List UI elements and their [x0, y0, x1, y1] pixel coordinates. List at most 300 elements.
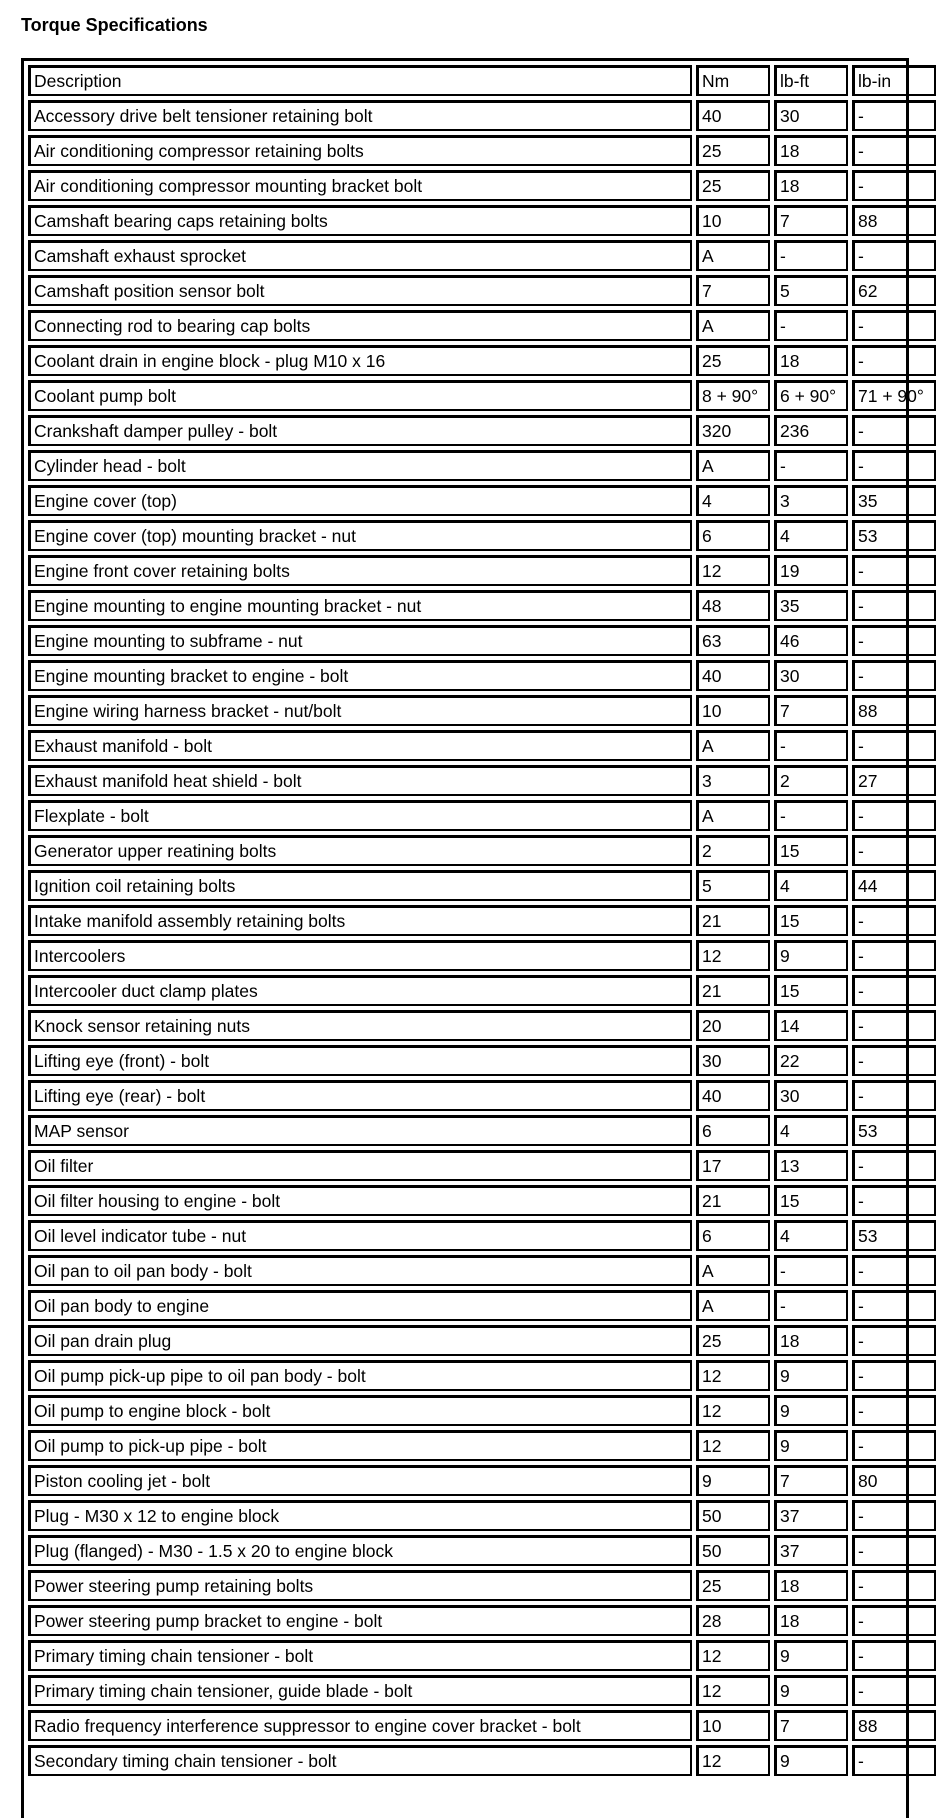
cell-nm: 10: [696, 695, 770, 726]
cell-lb-ft-container: [774, 1115, 852, 1150]
cell-lb-in-container: [852, 415, 940, 450]
cell-lb-ft: -: [774, 800, 848, 831]
cell-lb-ft: 4: [774, 870, 848, 901]
cell-nm: 28: [696, 1605, 770, 1636]
table-row: [28, 1325, 940, 1360]
cell-lb-in-container: [852, 730, 940, 765]
cell-description-container: [28, 1430, 696, 1465]
table-row: [28, 1640, 940, 1675]
cell-description-container: [28, 1675, 696, 1710]
cell-nm: 25: [696, 1325, 770, 1356]
cell-description: Oil pump to pick-up pipe - bolt: [28, 1430, 692, 1461]
cell-nm: 12: [696, 1745, 770, 1776]
table-row: [28, 870, 940, 905]
cell-nm-container: [696, 1500, 774, 1535]
cell-lb-in-container: [852, 590, 940, 625]
cell-lb-ft: 2: [774, 765, 848, 796]
cell-description: Plug - M30 x 12 to engine block: [28, 1500, 692, 1531]
cell-description: Oil level indicator tube - nut: [28, 1220, 692, 1251]
cell-lb-ft: 30: [774, 660, 848, 691]
header-lb-in: [852, 65, 940, 100]
cell-lb-in: -: [852, 1640, 936, 1671]
table-row: [28, 450, 940, 485]
cell-description: Engine wiring harness bracket - nut/bolt: [28, 695, 692, 726]
cell-lb-ft: -: [774, 310, 848, 341]
cell-lb-in: 53: [852, 1115, 936, 1146]
cell-nm: 12: [696, 555, 770, 586]
cell-lb-ft: 15: [774, 905, 848, 936]
cell-lb-ft-container: [774, 1080, 852, 1115]
cell-description-container: [28, 1080, 696, 1115]
cell-lb-in-container: [852, 135, 940, 170]
table-row: [28, 590, 940, 625]
cell-lb-in-container: [852, 205, 940, 240]
table-row: [28, 1675, 940, 1710]
cell-nm-container: [696, 1605, 774, 1640]
cell-lb-ft: 35: [774, 590, 848, 621]
cell-lb-ft-container: [774, 1150, 852, 1185]
cell-lb-ft-container: [774, 1710, 852, 1745]
cell-lb-in-container: [852, 345, 940, 380]
cell-lb-in: -: [852, 1605, 936, 1636]
cell-lb-ft: 9: [774, 1675, 848, 1706]
table-row: [28, 1220, 940, 1255]
cell-description-container: [28, 765, 696, 800]
cell-lb-ft-container: [774, 800, 852, 835]
cell-description: Engine front cover retaining bolts: [28, 555, 692, 586]
cell-lb-ft: 18: [774, 135, 848, 166]
cell-nm: 8 + 90°: [696, 380, 770, 411]
cell-description: Exhaust manifold heat shield - bolt: [28, 765, 692, 796]
cell-lb-ft: 7: [774, 205, 848, 236]
cell-lb-ft-container: [774, 905, 852, 940]
cell-nm: 21: [696, 905, 770, 936]
cell-nm: 25: [696, 170, 770, 201]
table-row: [28, 205, 940, 240]
cell-description: Oil pump pick-up pipe to oil pan body - bolt: [28, 1360, 692, 1391]
cell-nm: 21: [696, 1185, 770, 1216]
table-row: [28, 625, 940, 660]
cell-description-container: [28, 1570, 696, 1605]
cell-lb-in: -: [852, 1255, 936, 1286]
cell-lb-ft: 7: [774, 1465, 848, 1496]
cell-lb-ft-container: [774, 1010, 852, 1045]
cell-nm: 4: [696, 485, 770, 516]
cell-lb-in: 53: [852, 1220, 936, 1251]
cell-nm: A: [696, 310, 770, 341]
cell-lb-in: -: [852, 1745, 936, 1776]
cell-lb-in: -: [852, 590, 936, 621]
cell-lb-in-container: [852, 275, 940, 310]
header-description: [28, 65, 696, 100]
cell-description-container: [28, 1010, 696, 1045]
cell-lb-in: -: [852, 1360, 936, 1391]
cell-lb-ft: 18: [774, 1605, 848, 1636]
table-row: [28, 1010, 940, 1045]
cell-lb-in: -: [852, 940, 936, 971]
cell-description: Engine mounting to engine mounting bracket - nut: [28, 590, 692, 621]
cell-nm: 5: [696, 870, 770, 901]
cell-nm-container: [696, 940, 774, 975]
cell-lb-in: -: [852, 1010, 936, 1041]
table-row: [28, 275, 940, 310]
cell-lb-ft-container: [774, 1500, 852, 1535]
cell-lb-in: -: [852, 1185, 936, 1216]
cell-nm-container: [696, 1255, 774, 1290]
table-row: [28, 100, 940, 135]
cell-nm: 25: [696, 135, 770, 166]
cell-lb-in: 71 + 90°: [852, 380, 936, 411]
cell-lb-ft: 9: [774, 1430, 848, 1461]
cell-lb-ft-container: [774, 765, 852, 800]
cell-nm-container: [696, 1150, 774, 1185]
cell-description: Air conditioning compressor retaining bolts: [28, 135, 692, 166]
cell-description-container: [28, 485, 696, 520]
table-row: [28, 660, 940, 695]
cell-lb-in-container: [852, 1220, 940, 1255]
cell-description-container: [28, 695, 696, 730]
cell-lb-in-container: [852, 695, 940, 730]
cell-lb-in-container: [852, 940, 940, 975]
cell-nm: 40: [696, 660, 770, 691]
cell-nm-container: [696, 170, 774, 205]
cell-description: Engine cover (top) mounting bracket - nut: [28, 520, 692, 551]
cell-description-container: [28, 205, 696, 240]
cell-nm: 6: [696, 1220, 770, 1251]
cell-lb-ft: 30: [774, 100, 848, 131]
cell-lb-ft: 4: [774, 520, 848, 551]
cell-nm: 12: [696, 1640, 770, 1671]
cell-nm: 2: [696, 835, 770, 866]
table-row: [28, 835, 940, 870]
cell-lb-in: -: [852, 100, 936, 131]
cell-lb-ft-container: [774, 1325, 852, 1360]
cell-nm: 12: [696, 940, 770, 971]
cell-lb-ft-container: [774, 170, 852, 205]
cell-lb-ft: 9: [774, 1360, 848, 1391]
cell-lb-in-container: [852, 1115, 940, 1150]
table-header-row: [28, 65, 940, 100]
cell-nm: 10: [696, 205, 770, 236]
cell-lb-in-container: [852, 520, 940, 555]
cell-lb-ft-container: [774, 870, 852, 905]
cell-lb-ft-container: [774, 380, 852, 415]
table-row: [28, 1290, 940, 1325]
cell-lb-ft-container: [774, 940, 852, 975]
cell-lb-in-container: [852, 835, 940, 870]
cell-lb-ft: 5: [774, 275, 848, 306]
cell-nm-container: [696, 765, 774, 800]
cell-nm-container: [696, 1430, 774, 1465]
torque-spec-table: [28, 65, 940, 1780]
cell-lb-ft: 3: [774, 485, 848, 516]
cell-lb-in-container: [852, 1080, 940, 1115]
cell-lb-in-container: [852, 765, 940, 800]
cell-description: Primary timing chain tensioner, guide blade - bolt: [28, 1675, 692, 1706]
cell-lb-ft: 4: [774, 1220, 848, 1251]
cell-lb-ft-container: [774, 590, 852, 625]
cell-description-container: [28, 1045, 696, 1080]
cell-lb-in-container: [852, 1325, 940, 1360]
cell-lb-in-container: [852, 450, 940, 485]
cell-description: Camshaft position sensor bolt: [28, 275, 692, 306]
cell-lb-in-container: [852, 800, 940, 835]
cell-nm-container: [696, 800, 774, 835]
table-body: [28, 100, 940, 1780]
cell-description-container: [28, 1255, 696, 1290]
cell-nm: 17: [696, 1150, 770, 1181]
cell-description: Engine cover (top): [28, 485, 692, 516]
cell-lb-in-container: [852, 1500, 940, 1535]
cell-lb-in: -: [852, 660, 936, 691]
cell-nm-container: [696, 380, 774, 415]
cell-nm-container: [696, 240, 774, 275]
table-row: [28, 555, 940, 590]
cell-lb-in: -: [852, 135, 936, 166]
cell-description: Intercooler duct clamp plates: [28, 975, 692, 1006]
cell-lb-ft: 7: [774, 695, 848, 726]
cell-lb-in-container: [852, 100, 940, 135]
cell-lb-in-container: [852, 485, 940, 520]
table-row: [28, 975, 940, 1010]
cell-description: Primary timing chain tensioner - bolt: [28, 1640, 692, 1671]
cell-description-container: [28, 940, 696, 975]
cell-nm-container: [696, 1115, 774, 1150]
cell-lb-ft-container: [774, 450, 852, 485]
cell-description-container: [28, 1710, 696, 1745]
cell-lb-ft: 13: [774, 1150, 848, 1181]
cell-nm-container: [696, 1675, 774, 1710]
cell-description: Radio frequency interference suppressor to engine cover bracket - bolt: [28, 1710, 692, 1741]
cell-lb-ft: 15: [774, 1185, 848, 1216]
cell-nm-container: [696, 100, 774, 135]
cell-lb-in: -: [852, 905, 936, 936]
cell-lb-ft-container: [774, 1745, 852, 1780]
cell-description-container: [28, 870, 696, 905]
table-frame: [21, 58, 924, 1818]
cell-nm-container: [696, 905, 774, 940]
cell-nm: 12: [696, 1430, 770, 1461]
cell-nm: A: [696, 1255, 770, 1286]
cell-description: Engine mounting bracket to engine - bolt: [28, 660, 692, 691]
cell-description: Oil pan to oil pan body - bolt: [28, 1255, 692, 1286]
cell-nm: 25: [696, 345, 770, 376]
cell-lb-in-container: [852, 170, 940, 205]
cell-description-container: [28, 1640, 696, 1675]
cell-lb-ft-container: [774, 1535, 852, 1570]
cell-lb-in-container: [852, 660, 940, 695]
cell-nm: 30: [696, 1045, 770, 1076]
cell-lb-in-container: [852, 1045, 940, 1080]
cell-nm-container: [696, 520, 774, 555]
cell-description-container: [28, 1325, 696, 1360]
cell-lb-in-container: [852, 1710, 940, 1745]
cell-lb-in-container: [852, 905, 940, 940]
cell-description: Oil filter: [28, 1150, 692, 1181]
cell-description-container: [28, 590, 696, 625]
cell-description-container: [28, 240, 696, 275]
cell-lb-ft: 9: [774, 1640, 848, 1671]
header-lb-ft: [774, 65, 852, 100]
header-lb-in-label: lb-in: [852, 65, 936, 96]
cell-description: Exhaust manifold - bolt: [28, 730, 692, 761]
cell-lb-ft-container: [774, 1045, 852, 1080]
cell-nm-container: [696, 485, 774, 520]
cell-lb-in: -: [852, 800, 936, 831]
cell-lb-in-container: [852, 1360, 940, 1395]
cell-lb-ft: 236: [774, 415, 848, 446]
cell-description-container: [28, 275, 696, 310]
cell-nm-container: [696, 1465, 774, 1500]
cell-nm-container: [696, 450, 774, 485]
cell-description-container: [28, 1150, 696, 1185]
cell-lb-in-container: [852, 1290, 940, 1325]
cell-description-container: [28, 1220, 696, 1255]
table-row: [28, 1115, 940, 1150]
cell-lb-ft-container: [774, 660, 852, 695]
cell-lb-ft-container: [774, 345, 852, 380]
cell-nm-container: [696, 1010, 774, 1045]
cell-lb-in: -: [852, 555, 936, 586]
cell-lb-in: -: [852, 1080, 936, 1111]
cell-description: Generator upper reatining bolts: [28, 835, 692, 866]
cell-description-container: [28, 1115, 696, 1150]
table-row: [28, 415, 940, 450]
cell-lb-in: 88: [852, 695, 936, 726]
cell-lb-in: 88: [852, 205, 936, 236]
table-row: [28, 345, 940, 380]
cell-lb-ft: 14: [774, 1010, 848, 1041]
cell-nm-container: [696, 310, 774, 345]
cell-lb-in: 53: [852, 520, 936, 551]
cell-lb-ft-container: [774, 975, 852, 1010]
cell-nm: 9: [696, 1465, 770, 1496]
cell-description: Power steering pump retaining bolts: [28, 1570, 692, 1601]
cell-nm-container: [696, 1570, 774, 1605]
cell-description-container: [28, 835, 696, 870]
page-title: Torque Specifications: [21, 15, 208, 35]
cell-description: Power steering pump bracket to engine - bolt: [28, 1605, 692, 1636]
cell-nm-container: [696, 730, 774, 765]
cell-lb-in: -: [852, 1570, 936, 1601]
cell-lb-in: 80: [852, 1465, 936, 1496]
cell-description-container: [28, 1500, 696, 1535]
cell-nm: 3: [696, 765, 770, 796]
cell-nm-container: [696, 1395, 774, 1430]
cell-lb-in-container: [852, 380, 940, 415]
table-row: [28, 800, 940, 835]
header-description-label: Description: [28, 65, 692, 96]
cell-description-container: [28, 905, 696, 940]
cell-lb-ft-container: [774, 205, 852, 240]
cell-lb-ft-container: [774, 1430, 852, 1465]
cell-lb-in-container: [852, 870, 940, 905]
cell-nm-container: [696, 1325, 774, 1360]
cell-nm-container: [696, 975, 774, 1010]
cell-description: Connecting rod to bearing cap bolts: [28, 310, 692, 341]
cell-nm-container: [696, 345, 774, 380]
cell-description-container: [28, 1745, 696, 1780]
cell-description-container: [28, 170, 696, 205]
table-row: [28, 1150, 940, 1185]
cell-lb-in-container: [852, 555, 940, 590]
table-row: [28, 240, 940, 275]
cell-nm-container: [696, 1220, 774, 1255]
cell-lb-ft-container: [774, 100, 852, 135]
table-row: [28, 1605, 940, 1640]
cell-lb-in-container: [852, 240, 940, 275]
cell-nm: 6: [696, 1115, 770, 1146]
cell-nm-container: [696, 695, 774, 730]
table-row: [28, 1570, 940, 1605]
cell-nm-container: [696, 660, 774, 695]
cell-nm-container: [696, 205, 774, 240]
table-row: [28, 1360, 940, 1395]
cell-lb-in-container: [852, 1395, 940, 1430]
cell-lb-in: -: [852, 1395, 936, 1426]
cell-lb-ft: 4: [774, 1115, 848, 1146]
cell-lb-ft-container: [774, 1465, 852, 1500]
cell-nm-container: [696, 1745, 774, 1780]
cell-lb-in: -: [852, 1290, 936, 1321]
cell-lb-ft-container: [774, 275, 852, 310]
cell-lb-ft: -: [774, 1290, 848, 1321]
table-row: [28, 695, 940, 730]
header-nm-label: Nm: [696, 65, 770, 96]
cell-lb-ft: 7: [774, 1710, 848, 1741]
cell-lb-ft: 9: [774, 1395, 848, 1426]
cell-nm-container: [696, 1290, 774, 1325]
cell-description-container: [28, 1290, 696, 1325]
cell-lb-in-container: [852, 1570, 940, 1605]
cell-lb-ft-container: [774, 1255, 852, 1290]
cell-description: Accessory drive belt tensioner retaining bolt: [28, 100, 692, 131]
cell-lb-ft: -: [774, 1255, 848, 1286]
cell-lb-ft: 22: [774, 1045, 848, 1076]
header-lb-ft-label: lb-ft: [774, 65, 848, 96]
table-row: [28, 1045, 940, 1080]
cell-lb-ft-container: [774, 1360, 852, 1395]
cell-description: Plug (flanged) - M30 - 1.5 x 20 to engine block: [28, 1535, 692, 1566]
table-row: [28, 1255, 940, 1290]
cell-lb-in-container: [852, 310, 940, 345]
cell-lb-ft: 19: [774, 555, 848, 586]
cell-lb-ft-container: [774, 1220, 852, 1255]
cell-lb-ft-container: [774, 310, 852, 345]
cell-lb-in-container: [852, 1605, 940, 1640]
table-row: [28, 730, 940, 765]
cell-lb-in: -: [852, 1535, 936, 1566]
cell-lb-ft: 9: [774, 940, 848, 971]
cell-description: Oil pan body to engine: [28, 1290, 692, 1321]
table-row: [28, 1465, 940, 1500]
cell-description-container: [28, 1465, 696, 1500]
cell-lb-in: -: [852, 170, 936, 201]
table-row: [28, 940, 940, 975]
cell-description: Intercoolers: [28, 940, 692, 971]
cell-nm-container: [696, 1640, 774, 1675]
cell-lb-in-container: [852, 1535, 940, 1570]
cell-nm: 12: [696, 1360, 770, 1391]
cell-lb-ft: 37: [774, 1535, 848, 1566]
cell-description: Coolant pump bolt: [28, 380, 692, 411]
cell-lb-ft: 9: [774, 1745, 848, 1776]
cell-nm-container: [696, 1185, 774, 1220]
cell-nm: 7: [696, 275, 770, 306]
cell-description: MAP sensor: [28, 1115, 692, 1146]
cell-lb-in: -: [852, 1500, 936, 1531]
cell-lb-in-container: [852, 1465, 940, 1500]
